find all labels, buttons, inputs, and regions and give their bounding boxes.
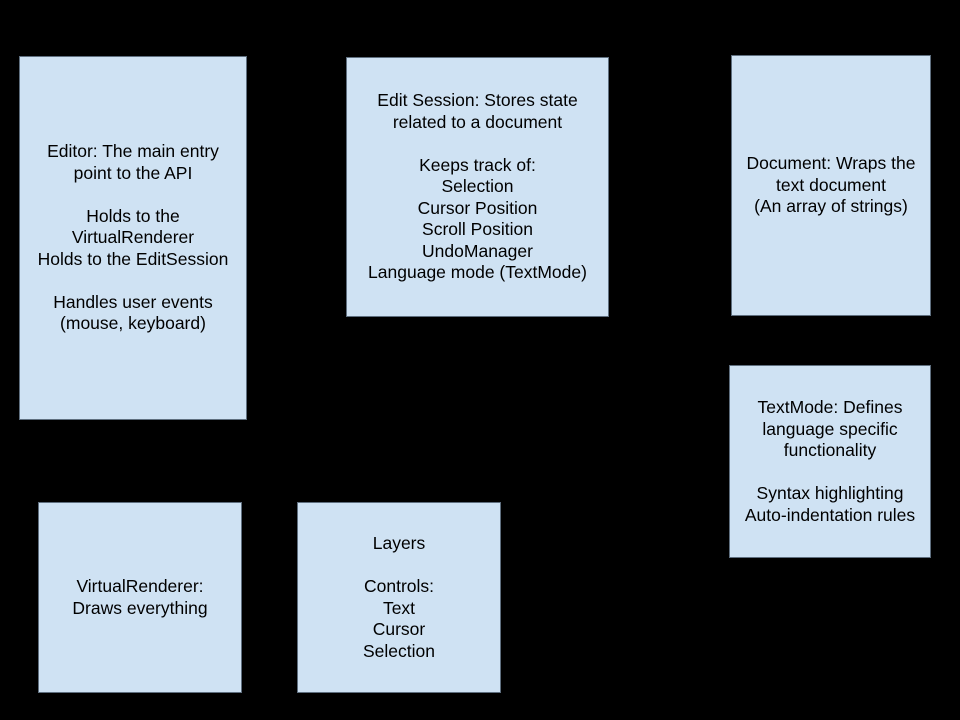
document-box [731, 55, 931, 316]
editor-box-text-line: VirtualRenderer [71, 227, 195, 248]
editor-box-text-line: Handles user events [53, 291, 213, 312]
document-box-text-line: text document [776, 174, 886, 195]
editor-box-text-line: point to the API [73, 162, 193, 183]
textmode-box-text-line: functionality [783, 440, 877, 460]
virtualrenderer-box [38, 502, 242, 693]
editor-box [19, 56, 247, 420]
edit-session-box [346, 57, 609, 317]
textmode-box-text-line: Auto-indentation rules [744, 504, 916, 525]
editor-box-text-line: Holds to the EditSession [37, 248, 229, 269]
virtualrenderer-box-text-line: VirtualRenderer: [76, 576, 204, 596]
document-box-text-line: (An array of strings) [754, 196, 908, 217]
textmode-box-text-line: TextMode: Defines [757, 397, 903, 417]
edit-session-box-text-line: related to a document [392, 111, 563, 132]
textmode-box-text-line: Syntax highlighting [756, 483, 904, 503]
edit-session-box-text-line: Edit Session: Stores state [377, 90, 578, 111]
layers-box-text-line: Text [382, 597, 416, 618]
edit-session-box-text-line: Keeps track of: [419, 154, 536, 175]
edit-session-box-text-line: Cursor Position [417, 197, 538, 218]
edit-session-box-text-line [347, 133, 608, 155]
editor-box-text-line: (mouse, keyboard) [60, 313, 206, 334]
layers-box-text-line: Cursor [372, 619, 426, 639]
edit-session-box-text-line: Scroll Position [422, 219, 533, 240]
textmode-box-text-line [730, 462, 930, 484]
edit-session-box-text-line: UndoManager [422, 240, 533, 261]
virtualrenderer-box-text-line: Draws everything [72, 597, 208, 618]
editor-box-text-line [20, 184, 246, 206]
editor-box-text-line [20, 270, 246, 292]
textmode-box-text-line: language specific [762, 418, 898, 439]
layers-box-text-line: Selection [363, 640, 435, 661]
layers-box-text-line: Controls: [363, 576, 435, 596]
document-box-text-line: Document: Wraps the [746, 153, 916, 174]
edit-session-box-text-line: Selection [441, 176, 514, 197]
edit-session-box-text-line: Language mode (TextMode) [368, 262, 587, 283]
editor-box-text-line: Holds to the [86, 205, 180, 226]
layers-box-text-line: Layers [372, 533, 426, 553]
editor-box-text-line: Editor: The main entry [47, 141, 219, 162]
layers-box [297, 502, 501, 693]
layers-box-text-line [298, 555, 500, 577]
textmode-box [729, 365, 931, 558]
